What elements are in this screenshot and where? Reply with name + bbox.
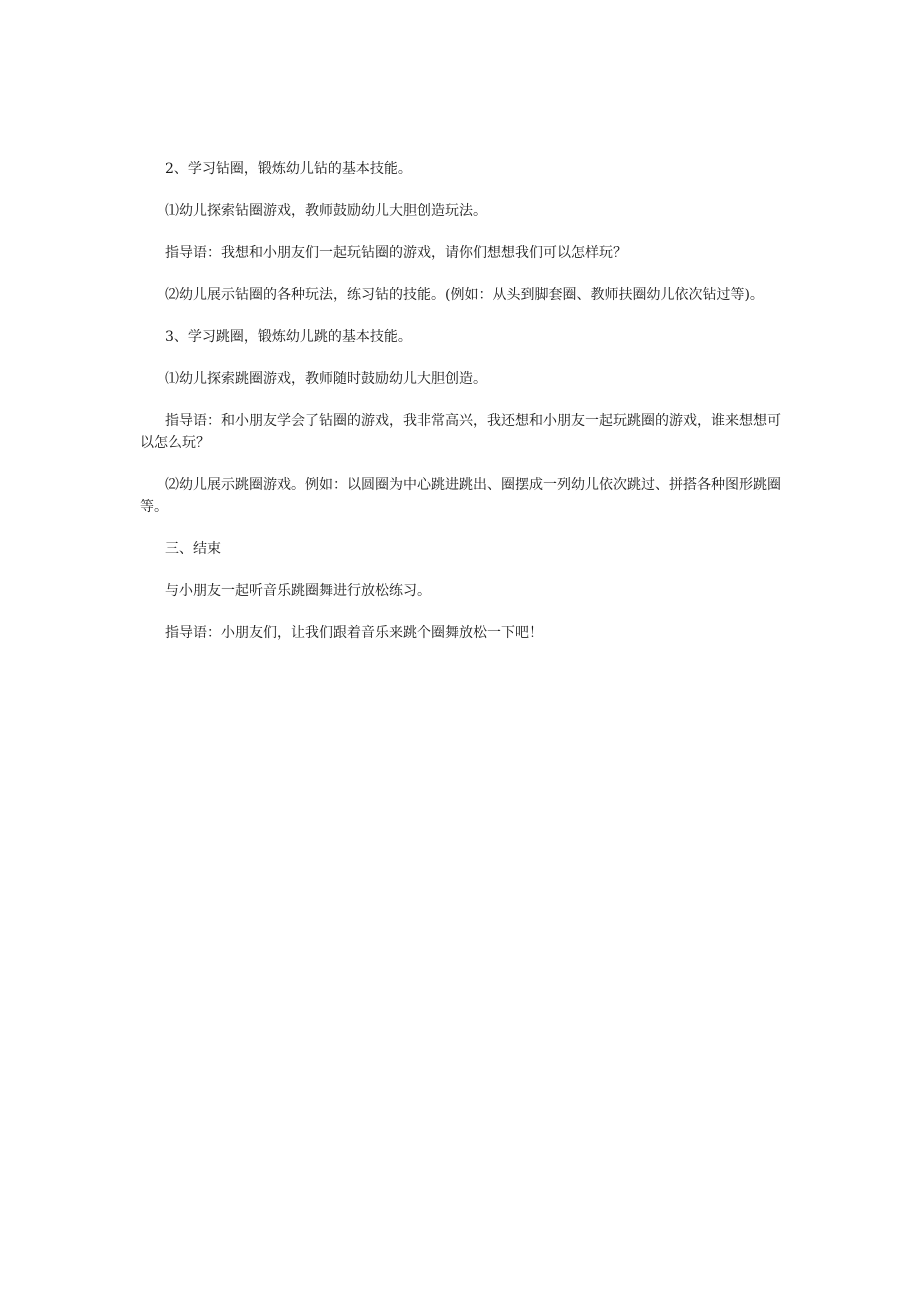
end-activity: 与小朋友一起听音乐跳圈舞进行放松练习。 [165,583,431,599]
step-explore-drill: ⑴幼儿探索钻圈游戏，教师鼓励幼儿大胆创造玩法。 [165,203,487,219]
section-heading-drill-hoop: 2、学习钻圈，锻炼幼儿钻的基本技能。 [165,161,412,177]
document-body [140,158,784,664]
guidance-end: 指导语：小朋友们，让我们跟着音乐来跳个圈舞放松一下吧！ [165,625,543,641]
guidance-drill: 指导语：我想和小朋友们一起玩钻圈的游戏，请你们想想我们可以怎样玩？ [165,245,627,261]
section-heading-end: 三、结束 [165,541,221,557]
step-show-jump: ⑵幼儿展示跳圈游戏。例如：以圆圈为中心跳进跳出、圈摆成一列幼儿依次跳过、拼搭各种图形跳圈等。 [140,477,781,515]
step-show-drill: ⑵幼儿展示钻圈的各种玩法，练习钻的技能。(例如：从头到脚套圈、教师扶圈幼儿依次钻过等)。 [165,287,764,303]
step-explore-jump: ⑴幼儿探索跳圈游戏，教师随时鼓励幼儿大胆创造。 [165,371,487,387]
guidance-jump: 指导语：和小朋友学会了钻圈的游戏，我非常高兴，我还想和小朋友一起玩跳圈的游戏，谁来想想可以怎么玩？ [140,413,781,451]
section-heading-jump-hoop: 3、学习跳圈，锻炼幼儿跳的基本技能。 [165,329,412,345]
